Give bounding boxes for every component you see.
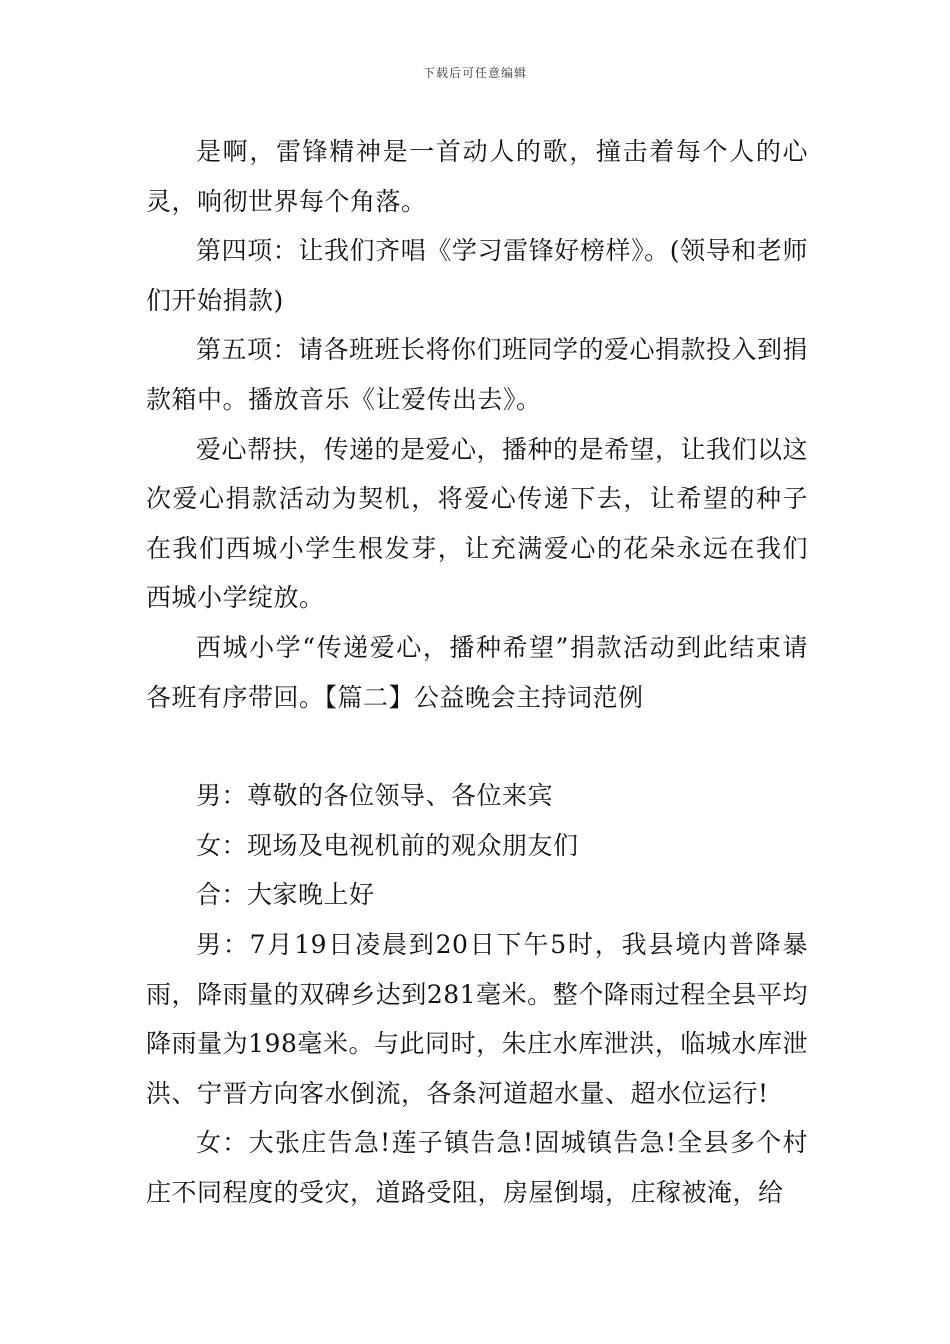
dialogue-line: 合：大家晚上好 — [196, 880, 375, 910]
paragraph: 爱心帮扶，传递的是爱心，播种的是希望，让我们以这次爱心捐款活动为契机，将爱心传递下去，让希望的种子在我们西城小学生根发芽，让充满爱心的花朵永远在我们西城小学绽放。 — [146, 434, 809, 613]
paragraph: 西城小学“传递爱心，播种希望”捐款活动到此结束请各班有序带回。【篇二】公益晚会主持词范例 — [146, 632, 808, 712]
page-header: 下载后可任意编辑 — [422, 66, 527, 80]
dialogue-line: 女：大张庄告急!莲子镇告急!固城镇告急!全县多个村庄不同程度的受灾，道路受阻，房屋倒塌，庄稼被淹，给 — [146, 1128, 808, 1207]
blank-line — [146, 722, 808, 771]
document-body — [146, 127, 808, 1217]
paragraph: 第四项：让我们齐唱《学习雷锋好榜样》。(领导和老师们开始捐款) — [146, 236, 808, 315]
dialogue-line: 女：现场及电视机前的观众朋友们 — [196, 830, 579, 860]
dialogue-line: 男：7月19日凌晨到20日下午5时，我县境内普降暴雨，降雨量的双碑乡达到281毫米。整个降雨过程全县平均降雨量为198毫米。与此同时，朱庄水库泄洪，临城水库泄洪、宁晋方向客水倒流，各条河道超水量、超水位运行! — [146, 929, 808, 1108]
paragraph: 是啊，雷锋精神是一首动人的歌，撞击着每个人的心灵，响彻世界每个角落。 — [146, 137, 808, 216]
paragraph: 第五项：请各班班长将你们班同学的爱心捐款投入到捐款箱中。播放音乐《让爱传出去》。 — [146, 335, 809, 414]
dialogue-line: 男：尊敬的各位领导、各位来宾 — [196, 781, 554, 811]
